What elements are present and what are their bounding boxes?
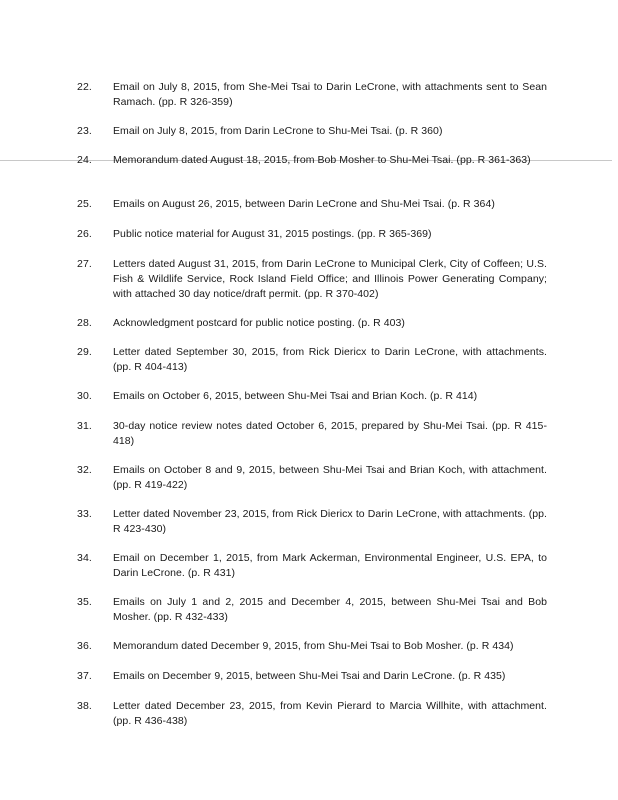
item-text: Emails on July 1 and 2, 2015 and December 4, 2015, between Shu-Mei Tsai and Bob Mosher. (pp. R 432-433): [113, 596, 547, 623]
item-number: 37.: [77, 670, 92, 682]
item-text: Email on July 8, 2015, from She-Mei Tsai to Darin LeCrone, with attachments sent to Sean Ramach. (pp. R 326-359): [113, 81, 547, 108]
item-number: 25.: [77, 198, 92, 210]
item-number: 32.: [77, 464, 92, 476]
item-text: Acknowledgment postcard for public notice posting. (p. R 403): [113, 317, 405, 329]
item-text: Letter dated November 23, 2015, from Rick Diericx to Darin LeCrone, with attachments. (pp. R 423-430): [113, 508, 547, 535]
item-number: 28.: [77, 317, 92, 329]
item-number: 33.: [77, 508, 92, 520]
item-number: 24.: [77, 154, 92, 166]
item-number: 26.: [77, 228, 92, 240]
item-text: Email on July 8, 2015, from Darin LeCrone to Shu-Mei Tsai. (p. R 360): [113, 125, 443, 137]
item-text: Public notice material for August 31, 2015 postings. (pp. R 365-369): [113, 228, 432, 240]
item-text: 30-day notice review notes dated October 6, 2015, prepared by Shu-Mei Tsai. (pp. R 415-418): [113, 420, 547, 447]
item-text: Letter dated September 30, 2015, from Rick Diericx to Darin LeCrone, with attachments. (pp. R 404-413): [113, 346, 547, 373]
item-number: 22.: [77, 81, 92, 93]
item-text: Email on December 1, 2015, from Mark Ackerman, Environmental Engineer, U.S. EPA, to Darin LeCrone. (p. R 431): [113, 552, 547, 579]
item-number: 34.: [77, 552, 92, 564]
item-text: Emails on December 9, 2015, between Shu-Mei Tsai and Darin LeCrone. (p. R 435): [113, 670, 506, 682]
item-text: Letter dated December 23, 2015, from Kevin Pierard to Marcia Willhite, with attachment. (pp. R 436-438): [113, 700, 547, 727]
item-text: Emails on October 6, 2015, between Shu-Mei Tsai and Brian Koch. (p. R 414): [113, 390, 478, 402]
item-number: 27.: [77, 258, 92, 270]
item-number: 30.: [77, 390, 92, 402]
item-text: Memorandum dated December 9, 2015, from Shu-Mei Tsai to Bob Mosher. (p. R 434): [113, 640, 514, 652]
item-text: Emails on August 26, 2015, between Darin LeCrone and Shu-Mei Tsai. (p. R 364): [113, 198, 495, 210]
item-number: 36.: [77, 640, 92, 652]
item-number: 35.: [77, 596, 92, 608]
item-number: 29.: [77, 346, 92, 358]
item-number: 38.: [77, 700, 92, 712]
item-number: 23.: [77, 125, 92, 137]
item-text: Memorandum dated August 18, 2015, from Bob Mosher to Shu-Mei Tsai. (pp. R 361-363): [113, 154, 531, 166]
item-text: Letters dated August 31, 2015, from Darin LeCrone to Municipal Clerk, City of Coffeen; U.S. Fish & Wildlife Service, Rock Island Field Office; and Illinois Power Generating Company; with attached 30 day notice/draft permit. (pp. R 370-402): [113, 258, 547, 300]
item-number: 31.: [77, 420, 92, 432]
item-text: Emails on October 8 and 9, 2015, between Shu-Mei Tsai and Brian Koch, with attachment. (pp. R 419-422): [113, 464, 547, 491]
